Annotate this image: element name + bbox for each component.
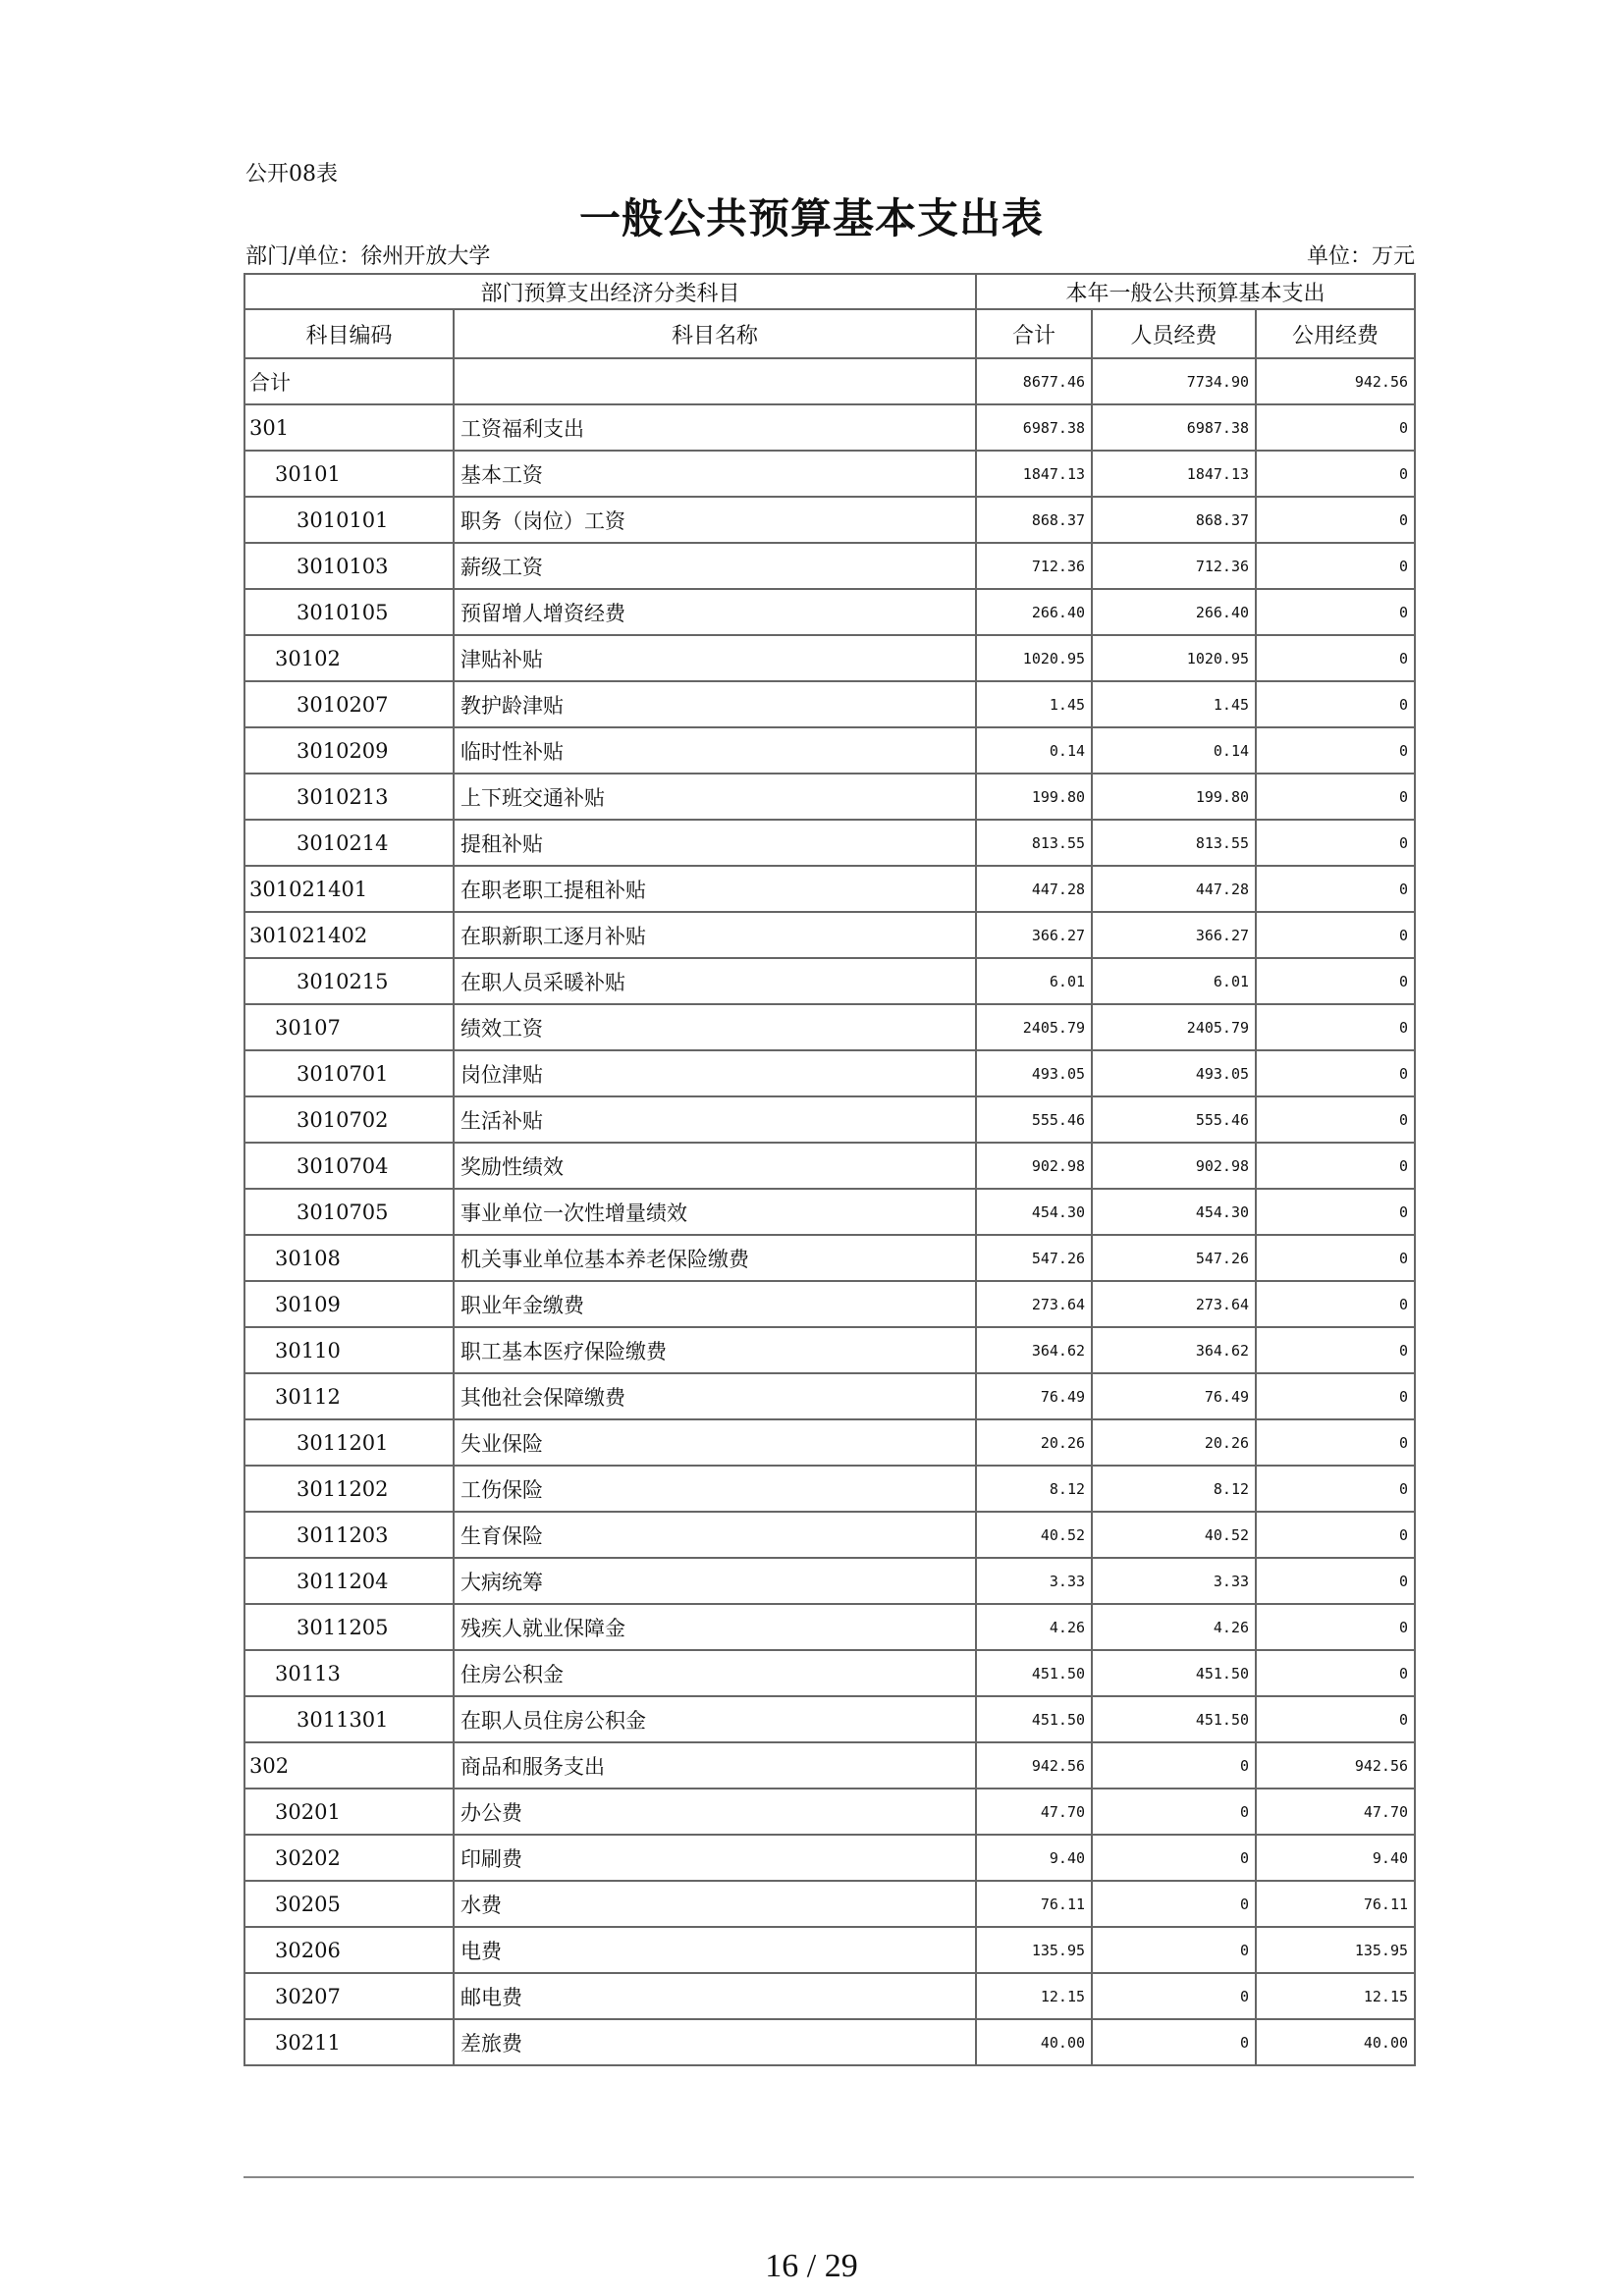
table-row (244, 866, 1415, 912)
cell-public: 135.95 (1256, 1927, 1415, 1973)
cell-code: 3010103 (244, 543, 454, 589)
cell-personnel: 6987.38 (1092, 404, 1256, 451)
cell-total: 493.05 (976, 1050, 1092, 1096)
cell-personnel: 20.26 (1092, 1419, 1256, 1466)
cell-name: 失业保险 (454, 1419, 976, 1466)
cell-personnel: 76.49 (1092, 1373, 1256, 1419)
cell-name: 奖励性绩效 (454, 1143, 976, 1189)
cell-personnel: 868.37 (1092, 497, 1256, 543)
table-row (244, 589, 1415, 635)
cell-personnel: 0.14 (1092, 727, 1256, 774)
cell-code: 30201 (244, 1789, 454, 1835)
group-header-classification: 部门预算支出经济分类科目 (244, 274, 976, 309)
cell-personnel: 712.36 (1092, 543, 1256, 589)
cell-code: 3011203 (244, 1512, 454, 1558)
cell-name: 机关事业单位基本养老保险缴费 (454, 1235, 976, 1281)
table-body (244, 358, 1415, 2065)
table-row (244, 451, 1415, 497)
cell-code: 合计 (244, 358, 454, 404)
cell-public: 0 (1256, 774, 1415, 820)
table-row (244, 543, 1415, 589)
table-row (244, 1973, 1415, 2019)
cell-public: 9.40 (1256, 1835, 1415, 1881)
cell-code: 30211 (244, 2019, 454, 2065)
cell-name: 津贴补贴 (454, 635, 976, 681)
cell-total: 712.36 (976, 543, 1092, 589)
table-row (244, 1096, 1415, 1143)
table-row (244, 1235, 1415, 1281)
table-row (244, 1650, 1415, 1696)
cell-public: 0 (1256, 1650, 1415, 1696)
cell-code: 3011204 (244, 1558, 454, 1604)
cell-code: 30207 (244, 1973, 454, 2019)
cell-public: 0 (1256, 543, 1415, 589)
cell-personnel: 451.50 (1092, 1696, 1256, 1742)
cell-code: 302 (244, 1742, 454, 1789)
table-row (244, 774, 1415, 820)
cell-personnel: 447.28 (1092, 866, 1256, 912)
cell-total: 40.52 (976, 1512, 1092, 1558)
cell-name: 预留增人增资经费 (454, 589, 976, 635)
cell-total: 266.40 (976, 589, 1092, 635)
cell-code: 301021401 (244, 866, 454, 912)
cell-total: 555.46 (976, 1096, 1092, 1143)
cell-public: 0 (1256, 1096, 1415, 1143)
cell-name: 提租补贴 (454, 820, 976, 866)
cell-name: 在职人员采暖补贴 (454, 958, 976, 1004)
table-row (244, 958, 1415, 1004)
cell-personnel: 4.26 (1092, 1604, 1256, 1650)
cell-name: 教护龄津贴 (454, 681, 976, 727)
column-header-personnel: 人员经费 (1092, 309, 1256, 358)
cell-total: 9.40 (976, 1835, 1092, 1881)
cell-code: 3010704 (244, 1143, 454, 1189)
cell-total: 364.62 (976, 1327, 1092, 1373)
cell-total: 868.37 (976, 497, 1092, 543)
table-row (244, 1927, 1415, 1973)
cell-personnel: 555.46 (1092, 1096, 1256, 1143)
table-row (244, 1558, 1415, 1604)
cell-total: 8677.46 (976, 358, 1092, 404)
department-label: 部门/单位：徐州开放大学 (245, 244, 491, 269)
table-row (244, 1189, 1415, 1235)
cell-public: 12.15 (1256, 1973, 1415, 2019)
form-code: 公开08表 (245, 162, 338, 187)
table-row (244, 1512, 1415, 1558)
group-header-row (244, 274, 1415, 309)
cell-code: 30107 (244, 1004, 454, 1050)
cell-code: 30113 (244, 1650, 454, 1696)
cell-code: 301 (244, 404, 454, 451)
cell-personnel: 3.33 (1092, 1558, 1256, 1604)
cell-name: 绩效工资 (454, 1004, 976, 1050)
cell-personnel: 1847.13 (1092, 451, 1256, 497)
cell-personnel: 547.26 (1092, 1235, 1256, 1281)
cell-name: 邮电费 (454, 1973, 976, 2019)
cell-name: 差旅费 (454, 2019, 976, 2065)
cell-name: 上下班交通补贴 (454, 774, 976, 820)
cell-code: 3010701 (244, 1050, 454, 1096)
table-row (244, 727, 1415, 774)
cell-code: 3010209 (244, 727, 454, 774)
cell-public: 0 (1256, 451, 1415, 497)
cell-personnel: 7734.90 (1092, 358, 1256, 404)
table-row (244, 1742, 1415, 1789)
table-row (244, 1004, 1415, 1050)
cell-public: 76.11 (1256, 1881, 1415, 1927)
table-row (244, 1696, 1415, 1742)
cell-personnel: 0 (1092, 1789, 1256, 1835)
cell-personnel: 902.98 (1092, 1143, 1256, 1189)
cell-public: 0 (1256, 1512, 1415, 1558)
cell-total: 813.55 (976, 820, 1092, 866)
cell-code: 3011301 (244, 1696, 454, 1742)
cell-public: 0 (1256, 866, 1415, 912)
cell-total: 6.01 (976, 958, 1092, 1004)
cell-public: 0 (1256, 1696, 1415, 1742)
cell-total: 451.50 (976, 1696, 1092, 1742)
cell-code: 3011205 (244, 1604, 454, 1650)
table-row (244, 1143, 1415, 1189)
table-row (244, 358, 1415, 404)
cell-code: 30108 (244, 1235, 454, 1281)
cell-public: 0 (1256, 912, 1415, 958)
cell-name: 事业单位一次性增量绩效 (454, 1189, 976, 1235)
table-row (244, 2019, 1415, 2065)
cell-code: 30206 (244, 1927, 454, 1973)
cell-public: 0 (1256, 1004, 1415, 1050)
cell-code: 30110 (244, 1327, 454, 1373)
cell-name: 岗位津贴 (454, 1050, 976, 1096)
cell-public: 0 (1256, 1604, 1415, 1650)
table-row (244, 1835, 1415, 1881)
cell-name: 工伤保险 (454, 1466, 976, 1512)
page-title: 一般公共预算基本支出表 (578, 194, 1044, 242)
cell-total: 547.26 (976, 1235, 1092, 1281)
cell-name: 其他社会保障缴费 (454, 1373, 976, 1419)
cell-name: 大病统筹 (454, 1558, 976, 1604)
column-header-row (244, 309, 1415, 358)
cell-name: 电费 (454, 1927, 976, 1973)
cell-code: 30205 (244, 1881, 454, 1927)
cell-name: 在职人员住房公积金 (454, 1696, 976, 1742)
budget-table (243, 273, 1416, 2066)
cell-personnel: 266.40 (1092, 589, 1256, 635)
cell-name: 残疾人就业保障金 (454, 1604, 976, 1650)
cell-total: 451.50 (976, 1650, 1092, 1696)
cell-name: 临时性补贴 (454, 727, 976, 774)
cell-name: 印刷费 (454, 1835, 976, 1881)
cell-name: 住房公积金 (454, 1650, 976, 1696)
cell-public: 942.56 (1256, 358, 1415, 404)
cell-code: 3010214 (244, 820, 454, 866)
cell-personnel: 0 (1092, 1881, 1256, 1927)
column-header-name: 科目名称 (454, 309, 976, 358)
cell-total: 0.14 (976, 727, 1092, 774)
cell-personnel: 2405.79 (1092, 1004, 1256, 1050)
cell-code: 3010705 (244, 1189, 454, 1235)
cell-public: 0 (1256, 635, 1415, 681)
cell-name: 职业年金缴费 (454, 1281, 976, 1327)
cell-personnel: 6.01 (1092, 958, 1256, 1004)
cell-total: 1020.95 (976, 635, 1092, 681)
cell-total: 4.26 (976, 1604, 1092, 1650)
cell-public: 0 (1256, 820, 1415, 866)
cell-total: 2405.79 (976, 1004, 1092, 1050)
cell-total: 366.27 (976, 912, 1092, 958)
table-row (244, 1373, 1415, 1419)
table-row (244, 1881, 1415, 1927)
cell-code: 3010207 (244, 681, 454, 727)
table-row (244, 1281, 1415, 1327)
cell-name: 办公费 (454, 1789, 976, 1835)
cell-name: 在职新职工逐月补贴 (454, 912, 976, 958)
cell-personnel: 1020.95 (1092, 635, 1256, 681)
cell-code: 301021402 (244, 912, 454, 958)
cell-personnel: 493.05 (1092, 1050, 1256, 1096)
cell-personnel: 199.80 (1092, 774, 1256, 820)
cell-public: 0 (1256, 958, 1415, 1004)
table-row (244, 1327, 1415, 1373)
cell-public: 0 (1256, 727, 1415, 774)
cell-public: 0 (1256, 497, 1415, 543)
cell-name: 在职老职工提租补贴 (454, 866, 976, 912)
cell-personnel: 1.45 (1092, 681, 1256, 727)
cell-total: 447.28 (976, 866, 1092, 912)
cell-personnel: 0 (1092, 1973, 1256, 2019)
cell-code: 30109 (244, 1281, 454, 1327)
cell-personnel: 0 (1092, 2019, 1256, 2065)
group-header-expenditure: 本年一般公共预算基本支出 (976, 274, 1415, 309)
cell-personnel: 364.62 (1092, 1327, 1256, 1373)
table-row (244, 1050, 1415, 1096)
column-header-code: 科目编码 (244, 309, 454, 358)
cell-total: 6987.38 (976, 404, 1092, 451)
cell-code: 30112 (244, 1373, 454, 1419)
cell-personnel: 454.30 (1092, 1189, 1256, 1235)
cell-name: 职务（岗位）工资 (454, 497, 976, 543)
cell-total: 902.98 (976, 1143, 1092, 1189)
cell-total: 47.70 (976, 1789, 1092, 1835)
cell-code: 3010101 (244, 497, 454, 543)
cell-public: 0 (1256, 1466, 1415, 1512)
cell-public: 0 (1256, 1189, 1415, 1235)
cell-public: 0 (1256, 1327, 1415, 1373)
unit-label: 单位：万元 (1306, 244, 1415, 269)
cell-public: 0 (1256, 1143, 1415, 1189)
table-row (244, 912, 1415, 958)
cell-public: 47.70 (1256, 1789, 1415, 1835)
table-row (244, 497, 1415, 543)
cell-name (454, 358, 976, 404)
cell-public: 0 (1256, 1373, 1415, 1419)
cell-total: 942.56 (976, 1742, 1092, 1789)
cell-total: 1847.13 (976, 451, 1092, 497)
table-row (244, 1789, 1415, 1835)
footer-divider (243, 2176, 1414, 2178)
cell-code: 3010702 (244, 1096, 454, 1143)
cell-code: 30202 (244, 1835, 454, 1881)
cell-personnel: 273.64 (1092, 1281, 1256, 1327)
page-number: 16 / 29 (765, 2248, 858, 2284)
cell-public: 0 (1256, 1235, 1415, 1281)
cell-total: 40.00 (976, 2019, 1092, 2065)
cell-code: 3011202 (244, 1466, 454, 1512)
table-row (244, 404, 1415, 451)
cell-total: 8.12 (976, 1466, 1092, 1512)
cell-total: 273.64 (976, 1281, 1092, 1327)
column-header-public: 公用经费 (1256, 309, 1415, 358)
cell-personnel: 40.52 (1092, 1512, 1256, 1558)
cell-code: 3010215 (244, 958, 454, 1004)
table-row (244, 1466, 1415, 1512)
cell-code: 3010213 (244, 774, 454, 820)
cell-personnel: 0 (1092, 1835, 1256, 1881)
cell-name: 生育保险 (454, 1512, 976, 1558)
cell-total: 76.49 (976, 1373, 1092, 1419)
cell-personnel: 451.50 (1092, 1650, 1256, 1696)
cell-total: 135.95 (976, 1927, 1092, 1973)
cell-name: 工资福利支出 (454, 404, 976, 451)
cell-personnel: 0 (1092, 1742, 1256, 1789)
cell-public: 0 (1256, 681, 1415, 727)
cell-name: 水费 (454, 1881, 976, 1927)
cell-code: 30101 (244, 451, 454, 497)
cell-code: 3010105 (244, 589, 454, 635)
table-row (244, 635, 1415, 681)
cell-code: 3011201 (244, 1419, 454, 1466)
cell-public: 0 (1256, 1281, 1415, 1327)
cell-name: 职工基本医疗保险缴费 (454, 1327, 976, 1373)
cell-total: 454.30 (976, 1189, 1092, 1235)
cell-personnel: 8.12 (1092, 1466, 1256, 1512)
cell-total: 199.80 (976, 774, 1092, 820)
cell-public: 0 (1256, 1558, 1415, 1604)
table-row (244, 1419, 1415, 1466)
cell-name: 薪级工资 (454, 543, 976, 589)
cell-total: 3.33 (976, 1558, 1092, 1604)
cell-public: 40.00 (1256, 2019, 1415, 2065)
cell-total: 76.11 (976, 1881, 1092, 1927)
cell-name: 基本工资 (454, 451, 976, 497)
cell-name: 商品和服务支出 (454, 1742, 976, 1789)
cell-public: 0 (1256, 1050, 1415, 1096)
cell-code: 30102 (244, 635, 454, 681)
cell-public: 0 (1256, 1419, 1415, 1466)
table-row (244, 681, 1415, 727)
cell-personnel: 0 (1092, 1927, 1256, 1973)
table-row (244, 1604, 1415, 1650)
column-header-total: 合计 (976, 309, 1092, 358)
cell-public: 0 (1256, 589, 1415, 635)
cell-name: 生活补贴 (454, 1096, 976, 1143)
cell-public: 0 (1256, 404, 1415, 451)
cell-public: 942.56 (1256, 1742, 1415, 1789)
cell-personnel: 366.27 (1092, 912, 1256, 958)
cell-personnel: 813.55 (1092, 820, 1256, 866)
table-row (244, 820, 1415, 866)
cell-total: 12.15 (976, 1973, 1092, 2019)
cell-total: 20.26 (976, 1419, 1092, 1466)
cell-total: 1.45 (976, 681, 1092, 727)
